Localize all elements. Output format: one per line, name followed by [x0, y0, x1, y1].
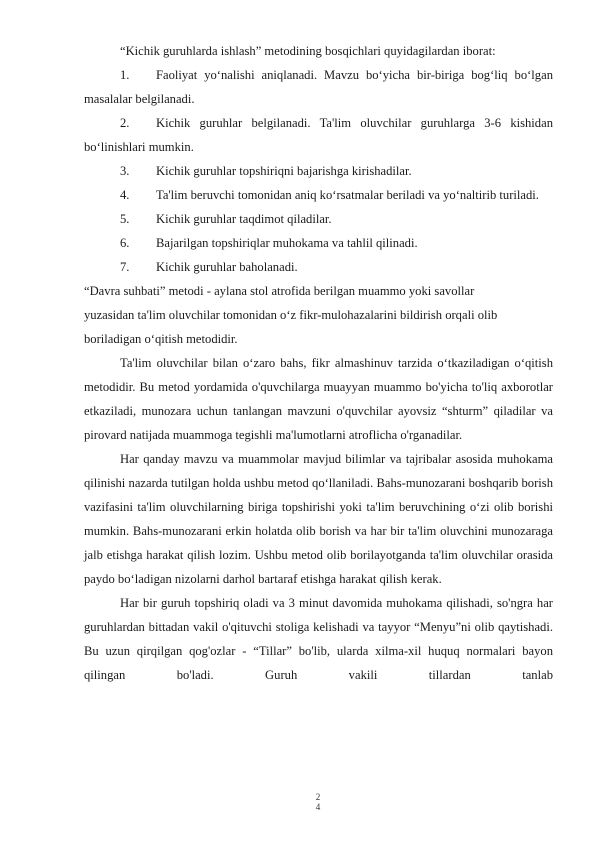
list-item-2: [84, 111, 553, 159]
list-item-4: [84, 183, 553, 207]
list-item-text: Kichik guruhlar baholanadi.: [156, 260, 298, 274]
list-item-text: Ta'lim beruvchi tomonidan aniq ko‘rsatmalar beriladi va yo‘naltirib turiladi.: [156, 188, 539, 202]
definition-line-2: yuzasidan ta'lim oluvchilar tomonidan o‘z fikr-mulohazalarini bildirish orqali olib: [84, 308, 498, 322]
page-number-digit-2: 4: [315, 802, 321, 812]
list-number: 1.: [120, 68, 130, 82]
body-paragraph-3: Har bir guruh topshiriq oladi va 3 minut davomida muhokama qilishadi, so'ngra har guruhlardan bittadan vakil o'qituvchi stoliga kelishadi va tayyor “Menyu”ni olib qaytishadi. Bu uzun qirqilgan qog'ozlar - “Tillar” bo'lib, ularda xilma-xil huquq normalari bayon qilingan bo'ladi. Guruh vakili tillardan tanlab: [84, 596, 553, 682]
list-number: 3.: [120, 164, 130, 178]
list-item-text: Kichik guruhlar belgilanadi. Ta'lim oluvchilar guruhlarga 3-6 kishidan bo‘linishlari mumkin.: [84, 116, 553, 154]
body-paragraph-1: Ta'lim oluvchilar bilan o‘zaro bahs, fikr almashinuv tarzida o‘tkaziladigan o‘qitish metodidir. Bu metod yordamida o'quvchilarga muayyan muammo bo'yicha to'liq axborotlar etkaziladi, munozara uchun tanlangan mavzuni o'quvchilar ayovsiz “shturm” qiladilar va pirovard natijada muammoga tegishli ma'lumotlarni atroflicha o'rganadilar.: [84, 356, 553, 442]
list-number: 5.: [120, 212, 130, 226]
list-item-text: Faoliyat yo‘nalishi aniqlanadi. Mavzu bo‘yicha bir-biriga bog‘liq bo‘lgan masalalar belgilanadi.: [84, 68, 553, 106]
list-number: 2.: [120, 116, 130, 130]
list-item-5: [84, 207, 553, 231]
list-item-text: Bajarilgan topshiriqlar muhokama va tahlil qilinadi.: [156, 236, 418, 250]
intro-paragraph: “Kichik guruhlarda ishlash” metodining bosqichlari quyidagilardan iborat:: [120, 44, 496, 58]
list-item-7: [84, 255, 553, 279]
page-number-digit-1: 2: [315, 792, 321, 802]
list-item-text: Kichik guruhlar topshiriqni bajarishga kirishadilar.: [156, 164, 412, 178]
list-number: 4.: [120, 188, 130, 202]
list-item-6: [84, 231, 553, 255]
body-paragraph-2: Har qanday mavzu va muammolar mavjud bilimlar va tajribalar asosida muhokama qilinishi nazarda tutilgan holda ushbu metod qo‘llaniladi. Bahs-munozarani boshqarib borish vazifasini ta'lim oluvchilarning biriga topshirishi yoki ta'lim beruvchining o‘zi olib borishi mumkin. Bahs-munozarani erkin holatda olib borish va har bir ta'lim oluvchini munozaraga jalb etishga harakat qilish lozim. Ushbu metod olib borilayotganda ta'lim oluvchilar orasida paydo bo‘ladigan nizolarni darhol bartaraf etishga harakat qilish kerak.: [84, 452, 553, 586]
list-number: 6.: [120, 236, 130, 250]
definition-line-1: “Davra suhbati” metodi - aylana stol atrofida berilgan muammo yoki savollar: [84, 284, 475, 298]
definition-line-3: boriladigan o‘qitish metodidir.: [84, 332, 238, 346]
list-item-1: [84, 63, 553, 111]
document-body: [84, 39, 553, 687]
list-item-text: Kichik guruhlar taqdimot qiladilar.: [156, 212, 332, 226]
list-number: 7.: [120, 260, 130, 274]
list-item-3: [84, 159, 553, 183]
page-number: [312, 792, 324, 812]
